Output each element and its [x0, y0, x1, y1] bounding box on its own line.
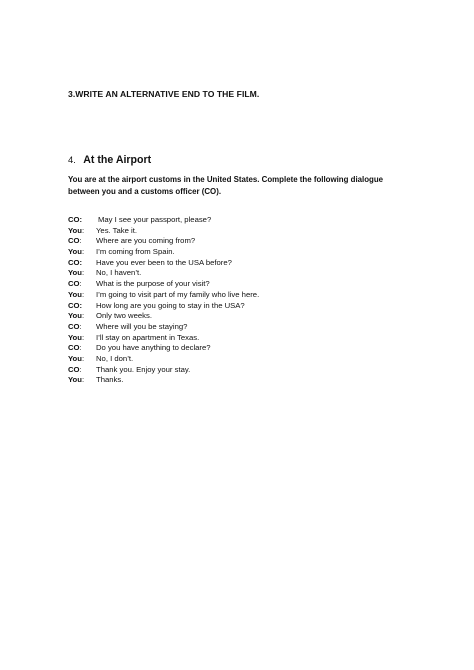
utterance: May I see your passport, please?	[98, 215, 212, 224]
speaker-label: CO:	[68, 236, 82, 246]
utterance: Only two weeks.	[96, 311, 152, 321]
utterance: I’ll stay on apartment in Texas.	[96, 332, 200, 342]
utterance: I’m coming from Spain.	[96, 247, 175, 257]
utterance: No, I don’t.	[96, 353, 134, 363]
speaker-label: CO:	[68, 215, 83, 224]
speaker-label: CO:	[68, 257, 83, 267]
dialogue-line	[68, 236, 259, 247]
dialogue-line	[68, 343, 259, 354]
dialogue-line	[68, 247, 259, 258]
utterance: Where will you be staying?	[96, 321, 188, 331]
utterance: How long are you going to stay in the USA?	[96, 300, 245, 310]
dialogue-line	[68, 279, 259, 290]
dialogue-line	[68, 311, 259, 322]
section-4-title: At the Airport	[83, 154, 152, 166]
utterance: Do you have anything to declare?	[96, 343, 211, 353]
speaker-label: CO:	[68, 321, 82, 331]
dialogue-line	[68, 268, 259, 279]
dialogue-line	[68, 354, 259, 365]
utterance: Yes. Take it.	[96, 225, 138, 235]
speaker-label: You:	[68, 268, 85, 278]
utterance: Thank you. Enjoy your stay.	[96, 364, 191, 374]
speaker-label: You:	[68, 225, 85, 235]
utterance: Have you ever been to the USA before?	[96, 257, 232, 267]
dialogue-line	[68, 322, 259, 333]
utterance: Where are you coming from?	[96, 236, 196, 246]
speaker-label: CO:	[68, 300, 83, 310]
dialogue-line	[68, 226, 259, 237]
dialogue-line	[68, 365, 259, 376]
speaker-label: CO:	[68, 343, 82, 353]
dialogue-line	[68, 333, 259, 344]
section-4-instructions: You are at the airport customs in the United States. Complete the following dialogue between you and a customs officer (CO).	[68, 175, 384, 197]
section-3-heading: 3.WRITE AN ALTERNATIVE END TO THE FILM.	[68, 89, 260, 99]
speaker-label: You:	[68, 311, 85, 321]
speaker-label: CO:	[68, 364, 82, 374]
utterance: No, I haven’t.	[96, 268, 142, 278]
speaker-label: You:	[68, 332, 85, 342]
utterance: Thanks.	[96, 375, 124, 385]
dialogue-list	[68, 215, 259, 386]
section-4-heading	[68, 150, 151, 168]
dialogue-line	[68, 290, 259, 301]
speaker-label: CO:	[68, 279, 82, 289]
dialogue-line	[68, 375, 259, 386]
dialogue-line	[68, 258, 259, 269]
speaker-label: You:	[68, 247, 85, 257]
speaker-label: You:	[68, 289, 85, 299]
section-4-number: 4.	[68, 154, 76, 165]
dialogue-line	[68, 301, 259, 312]
speaker-label: You:	[68, 375, 85, 385]
dialogue-line	[68, 215, 259, 226]
utterance: I’m going to visit part of my family who live here.	[96, 289, 260, 299]
speaker-label: You:	[68, 353, 85, 363]
utterance: What is the purpose of your visit?	[96, 279, 210, 289]
